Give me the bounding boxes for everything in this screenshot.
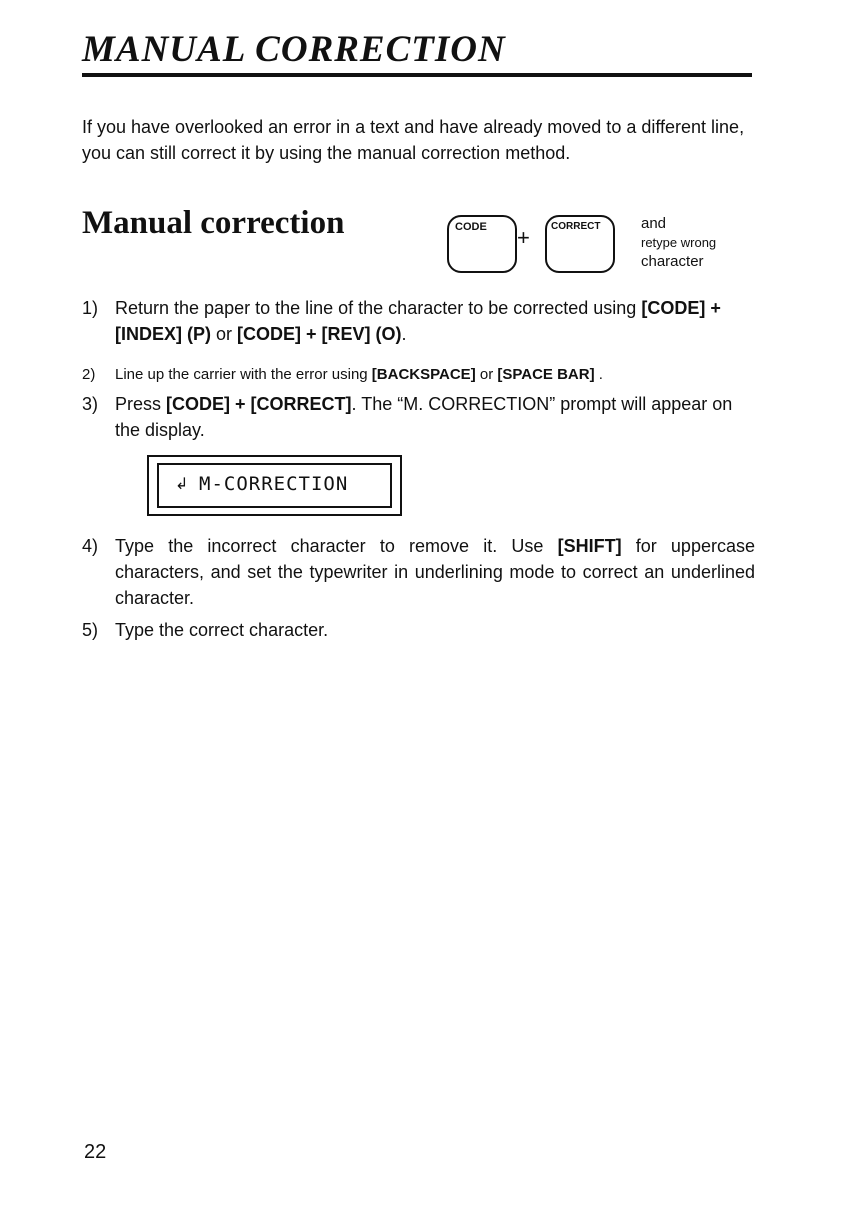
key-reference: [SPACE BAR]	[497, 366, 595, 383]
caption-line: character	[641, 253, 704, 270]
key-reference: [CODE] + [CORRECT]	[166, 394, 352, 414]
display-text: M-CORRECTION	[199, 473, 349, 495]
step-text-segment: Return the paper to the line of the character to be corrected using	[115, 298, 642, 318]
intro-paragraph: If you have overlooked an error in a text and have already moved to a different line, you can still correct it by using the manual correction method.	[82, 117, 745, 163]
step-number: 2)	[82, 366, 96, 383]
step-text	[115, 391, 755, 443]
page-title: MANUAL CORRECTION	[82, 29, 506, 70]
code-key-icon	[447, 215, 517, 273]
step-text-segment: for uppercase characters, and set the typewriter in underlining mode to correct an underlined character.	[115, 536, 755, 608]
correct-key-icon	[545, 215, 615, 273]
key-reference: [BACKSPACE]	[371, 366, 476, 383]
lcd-display	[147, 455, 402, 516]
step-text	[115, 362, 755, 388]
step-text-segment: Type the incorrect character to remove it. Use	[115, 536, 558, 556]
step-number: 4)	[82, 536, 99, 556]
step-number: 1)	[82, 298, 99, 318]
step-text	[115, 295, 755, 347]
plus-sign: +	[517, 225, 530, 250]
step-text	[115, 617, 755, 643]
key-reference: [CODE] + [INDEX] (P)	[115, 298, 721, 344]
step-text-segment: . The “M. CORRECTION” prompt will appear on the display.	[115, 394, 733, 440]
correct-key-label: CORRECT	[551, 221, 601, 232]
arrow-indicator-icon: ↲	[175, 476, 189, 493]
page-number: 22	[84, 1141, 107, 1163]
key-reference: [SHIFT]	[557, 536, 622, 556]
title-rule	[82, 73, 752, 77]
step-number: 3)	[82, 394, 99, 414]
step-text-segment: .	[401, 324, 407, 344]
caption-line: retype wrong	[641, 235, 717, 250]
caption-line: and	[641, 215, 667, 232]
step-text-segment: .	[594, 366, 603, 383]
step-text-segment: Line up the carrier with the error using	[115, 366, 372, 383]
lcd-display-screen	[157, 463, 392, 508]
step-text-segment: or	[211, 324, 238, 344]
step-text-segment: Type the correct character.	[115, 620, 329, 640]
code-key-label: CODE	[455, 221, 487, 233]
step-text-segment: Press	[115, 394, 167, 414]
key-reference: [CODE] + [REV] (O)	[237, 324, 402, 344]
section-heading: Manual correction	[82, 205, 345, 241]
step-number: 5)	[82, 620, 99, 640]
step-text-segment: or	[475, 366, 498, 383]
step-text	[115, 533, 755, 611]
key-combo-caption	[641, 214, 716, 271]
